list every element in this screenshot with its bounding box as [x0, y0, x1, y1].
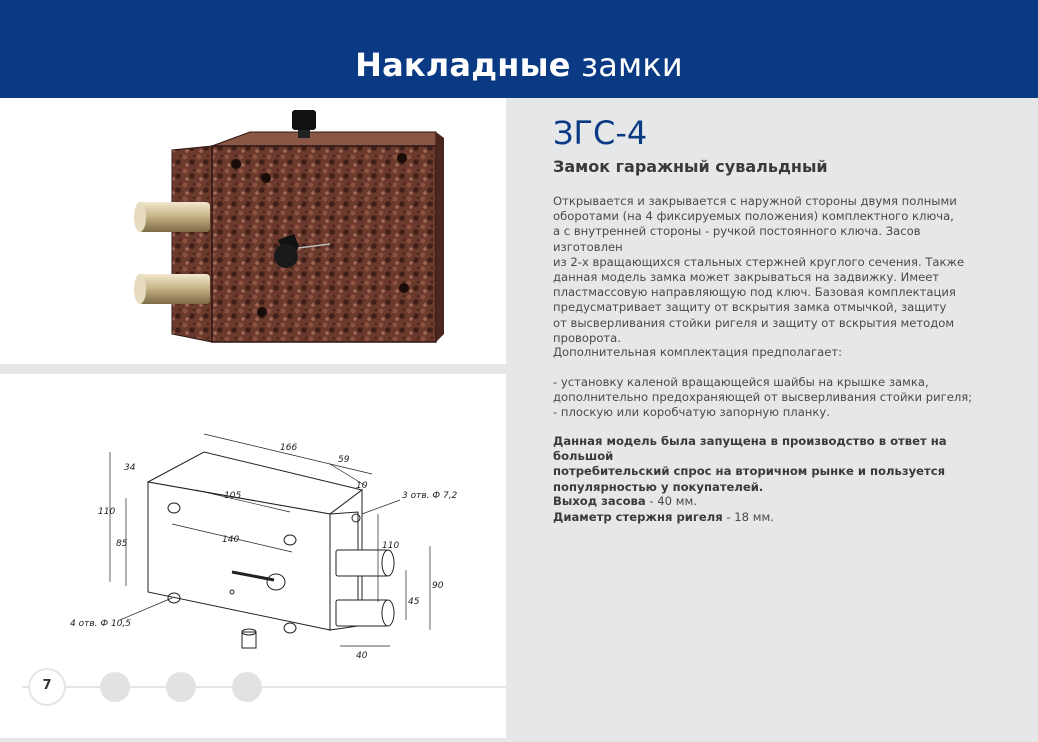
product-model: ЗГС-4 [553, 114, 648, 152]
dim-40: 40 [356, 651, 368, 661]
dim-34: 34 [124, 463, 136, 473]
dim-10: 10 [356, 481, 368, 491]
dim-166: 166 [280, 443, 298, 453]
spec-exit-value: - 40 мм. [645, 494, 697, 508]
footer-dot [166, 672, 196, 702]
spec-diameter-value: - 18 мм. [722, 510, 774, 524]
lock-photo [0, 98, 506, 364]
spec-diameter [553, 510, 983, 525]
page-title-bold: Накладные [355, 46, 571, 84]
footer-dot [232, 672, 262, 702]
spec-diameter-label: Диаметр стержня ригеля [553, 510, 723, 524]
dim-90: 90 [432, 581, 444, 591]
footer-dot [100, 672, 130, 702]
extras-intro: Дополнительная комплектация предполагает: [553, 345, 843, 359]
page-number-badge [30, 670, 64, 704]
extras-list: - установку каленой вращающейся шайбы на крышке замка, дополнительно предохраняющей от высверливания стойки ригеля; - плоскую или коробчатую запорную планку. [553, 375, 973, 420]
panel-divider [0, 364, 506, 374]
highlight-text: Данная модель была запущена в производство в ответ на большой потребительский спрос на вторичном рынке и пользуется популярностью у покупателей. [553, 434, 947, 494]
spec-exit-label: Выход засова [553, 494, 646, 508]
product-photo-panel [0, 98, 506, 364]
dim-110-left: 110 [98, 507, 116, 517]
spec-exit [553, 494, 983, 509]
callout-holes-small: 3 отв. Ф 7,2 [402, 491, 458, 501]
dim-45: 45 [408, 597, 420, 607]
dim-110-right: 110 [382, 541, 400, 551]
product-description: Открывается и закрывается с наружной стороны двумя полными оборотами (на 4 фиксируемых положения) комплектного ключа, а с внутренней стороны - ручкой постоянного ключа. Засов изготовлен из 2-х вращающихся стальных стержней круглого сечения. Также данная модель замка может закрываться на задвижку. Имеет пластмассовую направляющую под ключ. Базовая комплектация предусматривает защиту от вскрытия замка отмычкой, защиту от высверливания стойки ригеля и защиту от вскрытия методом проворота. [553, 194, 965, 345]
dim-105: 105 [224, 491, 242, 501]
page-number: 7 [42, 678, 52, 693]
footer-line [22, 686, 506, 688]
header-bar [0, 0, 1038, 98]
dim-85: 85 [116, 539, 128, 549]
page-title [0, 46, 1038, 84]
page-title-rest: замки [581, 46, 683, 84]
callout-holes-large: 4 отв. Ф 10,5 [70, 619, 132, 629]
dim-59: 59 [338, 455, 350, 465]
product-subtitle: Замок гаражный сувальдный [553, 157, 828, 176]
dim-140: 140 [222, 535, 240, 545]
